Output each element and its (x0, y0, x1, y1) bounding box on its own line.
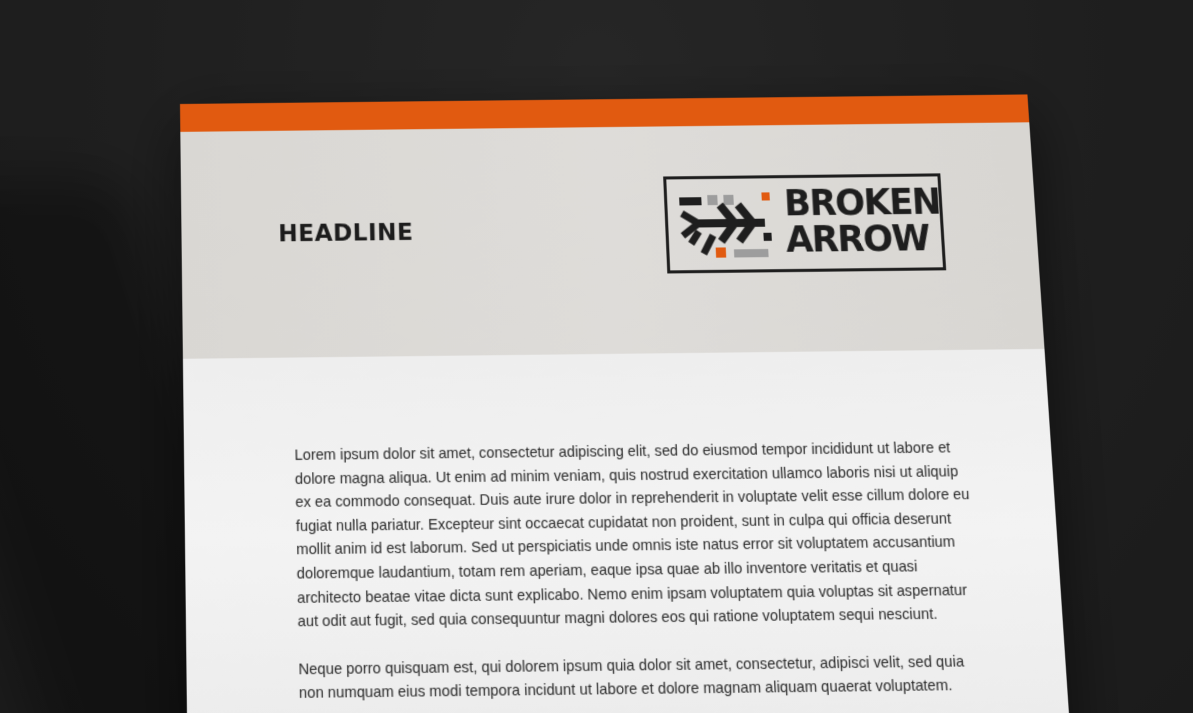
letterhead-sheet (180, 94, 1075, 713)
brand-logo (663, 173, 946, 273)
logo-wordmark (783, 182, 943, 261)
logo-line-1: BROKEN (783, 182, 941, 225)
logo-line-2: ARROW (784, 218, 931, 261)
headline: HEADLINE (278, 219, 414, 248)
body-text (294, 437, 986, 713)
paragraph-2: Neque porro quisquam est, qui dolorem ipsum quia dolor sit amet, consectetur, adipisci velit, sed quia non numquam eius modi tempora incidunt ut labore et dolore magnam aliquam quaerat voluptatem. (298, 653, 965, 703)
broken-arrow-mark-icon (679, 190, 775, 262)
paragraph-1: Lorem ipsum dolor sit amet, consectetur adipiscing elit, sed do eiusmod tempor incididunt ut labore et dolore magna aliqua. Ut enim ad minim veniam, quis nostrud exercitation ullamco laboris nisi ut aliquip ex ea commodo consequat. Duis aute irure dolor in reprehenderit in voluptate velit esse cillum dolore eu fugiat nulla pariatur. Excepteur sint occaecat cupidatat non proident, sunt in culpa qui officia deserunt mollit anim id est laborum. Sed ut perspiciatis unde omnis iste natus error sit voluptatem accusantium doloremque laudantium, totam rem aperiam, eaque ipsa quae ab illo inventore veritatis et quasi architecto beatae vitae dicta sunt explicabo. Nemo enim ipsam voluptatem quia voluptas sit aspernatur aut odit aut fugit, sed quia consequuntur magni dolores eos qui ratione voluptatem sequi nesciunt. (294, 439, 970, 631)
